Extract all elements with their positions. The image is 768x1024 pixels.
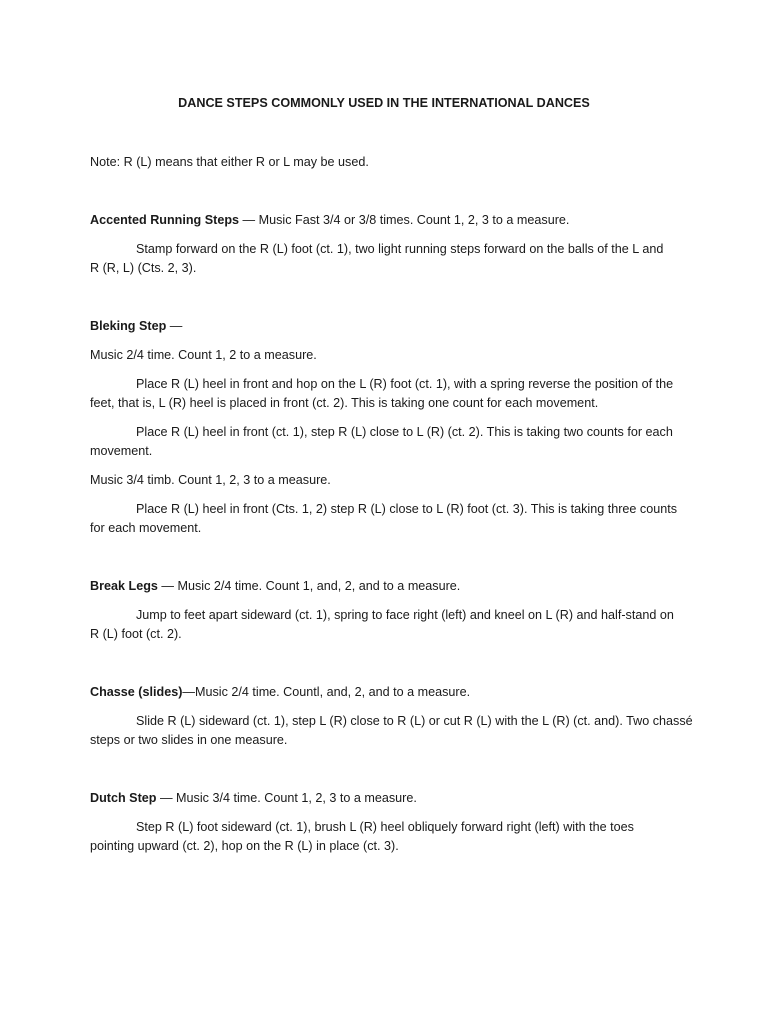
chasse-heading-line (90, 683, 470, 702)
dutch-paragraph-line: Step R (L) foot sideward (ct. 1), brush L (R) heel obliquely forward right (left) with the toes (136, 820, 634, 834)
dutch-paragraph-line: pointing upward (ct. 2), hop on the R (L) in place (ct. 3). (90, 839, 399, 853)
chasse-intro: —Music 2/4 time. Countl, and, 2, and to a measure. (182, 685, 471, 699)
document-title: DANCE STEPS COMMONLY USED IN THE INTERNATIONAL DANCES (178, 96, 590, 110)
bleking-paragraph-line: Place R (L) heel in front (ct. 1), step R (L) close to L (R) (ct. 2). This is taking two counts for each (136, 425, 673, 439)
dutch-heading-line (90, 789, 417, 808)
break-legs-intro: — Music 2/4 time. Count 1, and, 2, and to a measure. (157, 579, 461, 593)
dutch-heading: Dutch Step (90, 791, 157, 805)
bleking-paragraph-line: Place R (L) heel in front and hop on the L (R) foot (ct. 1), with a spring reverse the position of the (136, 377, 674, 391)
accented-heading: Accented Running Steps (90, 213, 240, 227)
bleking-heading: Bleking Step (90, 319, 167, 333)
accented-paragraph-line: Stamp forward on the R (L) foot (ct. 1), two light running steps forward on the balls of the L and (136, 242, 664, 256)
bleking-paragraph-line: movement. (90, 444, 153, 458)
break-legs-paragraph-line: Jump to feet apart sideward (ct. 1), spring to face right (left) and kneel on L (R) and half-stand on (136, 608, 674, 622)
bleking-heading-line (90, 317, 182, 336)
bleking-music-line: Music 3/4 timb. Count 1, 2, 3 to a measure. (90, 473, 331, 487)
chasse-paragraph-line: steps or two slides in one measure. (90, 733, 288, 747)
dutch-intro: — Music 3/4 time. Count 1, 2, 3 to a measure. (156, 791, 417, 805)
accented-heading-line (90, 211, 569, 230)
bleking-paragraph-line: for each movement. (90, 521, 202, 535)
chasse-heading: Chasse (slides) (90, 685, 183, 699)
break-legs-heading-line (90, 577, 460, 596)
note-line: Note: R (L) means that either R or L may be used. (90, 155, 369, 169)
bleking-dash: — (166, 319, 183, 333)
break-legs-paragraph-line: R (L) foot (ct. 2). (90, 627, 182, 641)
accented-intro: — Music Fast 3/4 or 3/8 times. Count 1, 2, 3 to a measure. (239, 213, 570, 227)
accented-paragraph-line: R (R, L) (Cts. 2, 3). (90, 261, 197, 275)
bleking-paragraph-line: Place R (L) heel in front (Cts. 1, 2) step R (L) close to L (R) foot (ct. 3). This is taking three counts (136, 502, 678, 516)
break-legs-heading: Break Legs (90, 579, 158, 593)
bleking-music-line: Music 2/4 time. Count 1, 2 to a measure. (90, 348, 317, 362)
bleking-paragraph-line: feet, that is, L (R) heel is placed in front (ct. 2). This is taking one count for each movement. (90, 396, 599, 410)
chasse-paragraph-line: Slide R (L) sideward (ct. 1), step L (R) close to R (L) or cut R (L) with the L (R) (ct. and). Two chassé (136, 714, 693, 728)
